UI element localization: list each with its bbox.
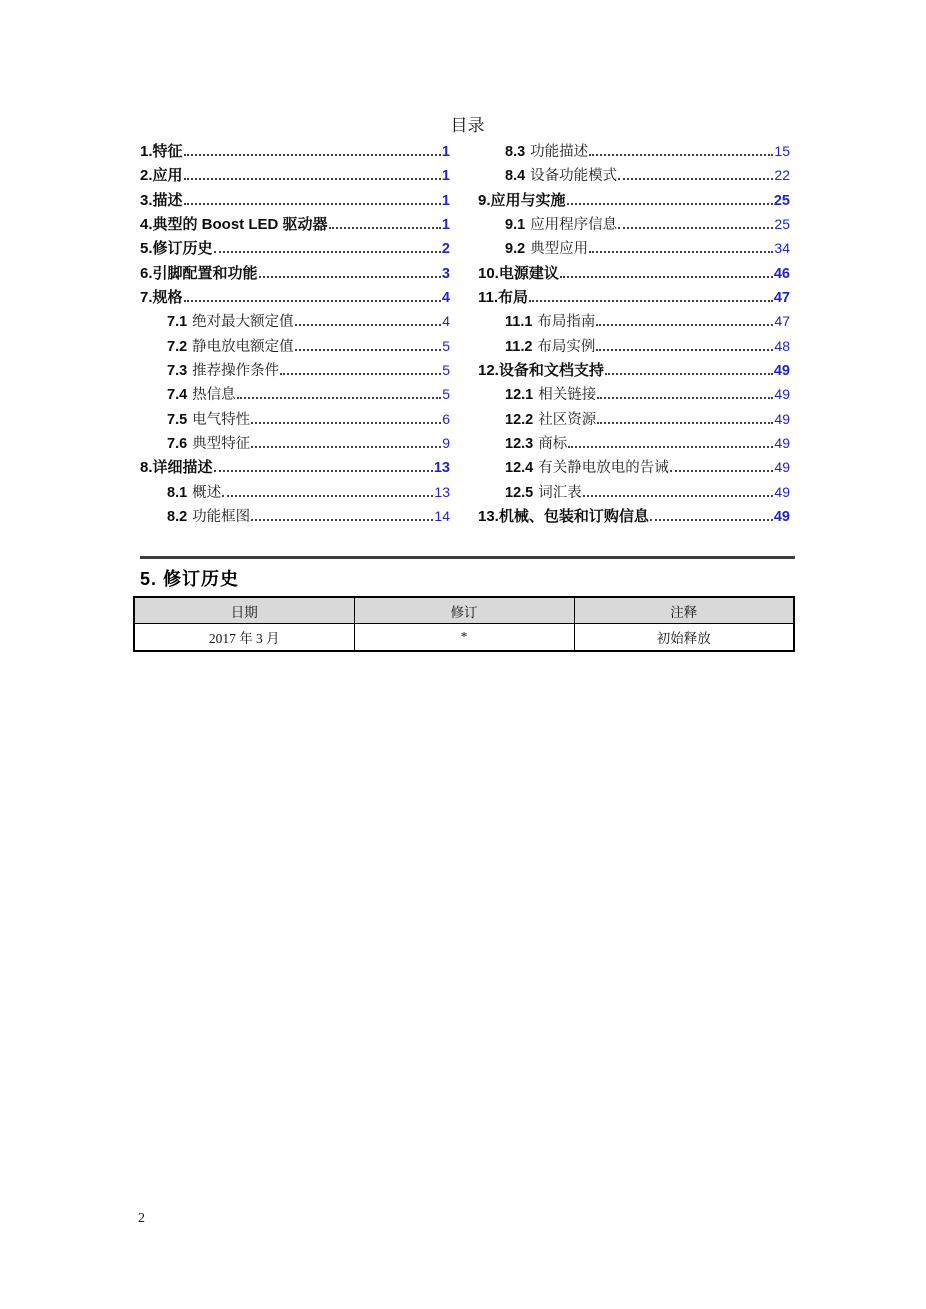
toc-entry-label: 应用与实施 xyxy=(490,191,566,209)
table-cell: 2017 年 3 月 xyxy=(134,624,354,652)
toc-leader-dots xyxy=(295,349,442,351)
toc-entry[interactable] xyxy=(478,456,790,480)
toc-entry-page: 13 xyxy=(434,483,450,500)
toc-entry[interactable] xyxy=(140,140,450,164)
toc-entry-number: 8. xyxy=(140,459,153,477)
toc-entry[interactable] xyxy=(478,359,790,383)
toc-entry[interactable] xyxy=(478,189,790,213)
toc-entry-page: 34 xyxy=(774,240,790,257)
toc-leader-dots xyxy=(560,276,773,278)
toc-entry-page: 49 xyxy=(774,386,790,403)
toc-entry-page: 47 xyxy=(773,290,790,307)
toc-entry-page: 48 xyxy=(774,337,790,354)
table-header-row xyxy=(134,597,794,624)
toc-entry-number: 9.2 xyxy=(505,241,526,258)
toc-entry[interactable] xyxy=(478,383,790,407)
toc-entry-label: 静电放电额定值 xyxy=(192,338,294,355)
revision-history-table xyxy=(133,596,795,652)
toc-entry[interactable] xyxy=(140,432,450,456)
table-header-cell: 修订 xyxy=(354,597,574,624)
toc-entry-number: 6. xyxy=(140,264,153,282)
toc-entry-label: 功能框图 xyxy=(192,509,251,526)
toc-entry-number: 8.3 xyxy=(505,144,526,160)
toc-entry-number: 12.4 xyxy=(505,460,534,477)
toc-leader-dots xyxy=(589,251,773,253)
toc-entry-label: 电源建议 xyxy=(498,264,559,282)
toc-entry-page: 1 xyxy=(441,217,450,234)
toc-leader-dots xyxy=(597,422,773,424)
toc-entry-label: 推荐操作条件 xyxy=(192,363,280,380)
toc-leader-dots xyxy=(605,373,773,375)
toc-entry-number: 8.1 xyxy=(167,484,188,501)
toc-entry-label: 描述 xyxy=(152,191,183,209)
toc-entry[interactable] xyxy=(478,408,790,432)
toc-leader-dots xyxy=(618,178,773,180)
toc-entry-page: 22 xyxy=(774,167,790,184)
toc-entry-label: 特征 xyxy=(152,143,183,160)
toc-leader-dots xyxy=(618,227,773,229)
toc-leader-dots xyxy=(583,495,774,497)
toc-entry[interactable] xyxy=(140,213,450,237)
toc-entry-page: 14 xyxy=(434,508,450,525)
toc-entry[interactable] xyxy=(140,456,450,480)
toc-entry-page: 2 xyxy=(441,241,450,258)
toc-entry-number: 7.2 xyxy=(167,338,188,355)
toc-entry-label: 社区资源 xyxy=(538,411,597,428)
toc-entry-page: 25 xyxy=(773,192,790,209)
revision-table-body xyxy=(134,624,794,652)
toc-entry-number: 7.3 xyxy=(167,363,188,380)
toc-entry-label: 设备和文档支持 xyxy=(498,362,604,380)
toc-leader-dots xyxy=(650,519,773,521)
toc-entry-page: 5 xyxy=(442,362,450,379)
toc-entry-number: 11.2 xyxy=(505,338,533,355)
toc-entry-number: 8.2 xyxy=(167,509,188,526)
toc-leader-dots xyxy=(184,300,441,302)
toc-entry-label: 功能描述 xyxy=(530,144,589,160)
toc-entry-label: 应用程序信息 xyxy=(530,217,618,234)
toc-entry-page: 15 xyxy=(774,143,790,159)
toc-entry[interactable] xyxy=(478,164,790,188)
toc-entry[interactable] xyxy=(140,164,450,188)
toc-entry-label: 概述 xyxy=(192,484,222,501)
toc-entry[interactable] xyxy=(478,213,790,237)
revision-history-heading: 5. 修订历史 xyxy=(140,569,240,589)
toc-column-left xyxy=(140,140,450,530)
toc-entry-number: 1. xyxy=(140,143,153,160)
toc-entry-page: 4 xyxy=(442,313,450,330)
toc-entry-number: 10. xyxy=(478,264,499,282)
toc-leader-dots xyxy=(251,446,441,448)
toc-leader-dots xyxy=(596,349,773,351)
toc-entry[interactable] xyxy=(478,262,790,286)
toc-entry-number: 12.5 xyxy=(505,484,534,501)
toc-entry[interactable] xyxy=(478,481,790,505)
toc-entry-page: 49 xyxy=(774,459,790,476)
toc-entry[interactable] xyxy=(140,408,450,432)
toc-leader-dots xyxy=(184,154,441,156)
toc-entry-label: 机械、包装和订购信息 xyxy=(498,508,649,526)
toc-entry-number: 7. xyxy=(140,289,153,307)
table-cell: * xyxy=(354,624,574,652)
toc-entry-label: 电气特性 xyxy=(192,411,251,428)
toc-entry-label: 详细描述 xyxy=(152,459,213,477)
toc-entry-number: 12.2 xyxy=(505,411,534,428)
toc-entry-number: 7.1 xyxy=(167,314,188,331)
toc-entry-page: 46 xyxy=(773,265,790,282)
toc-leader-dots xyxy=(568,446,773,448)
toc-entry[interactable] xyxy=(140,383,450,407)
toc-entry-label: 典型特征 xyxy=(192,436,251,453)
toc-entry-number: 8.4 xyxy=(505,168,526,185)
toc-entry-number: 9. xyxy=(478,191,491,209)
table-header-cell: 日期 xyxy=(134,597,354,624)
toc-leader-dots xyxy=(596,324,773,326)
toc-leader-dots xyxy=(280,373,441,375)
toc-entry-number: 4. xyxy=(140,216,153,234)
toc-entry[interactable] xyxy=(478,310,790,334)
toc-entry-page: 9 xyxy=(442,435,450,452)
toc-entry[interactable] xyxy=(478,286,790,310)
toc-entry-label: 布局指南 xyxy=(537,314,596,331)
toc-leader-dots xyxy=(295,324,442,326)
toc-entry-number: 7.4 xyxy=(167,387,188,404)
toc-entry[interactable] xyxy=(140,310,450,334)
toc-entry-page: 1 xyxy=(441,192,450,209)
toc-entry[interactable] xyxy=(140,189,450,213)
toc-leader-dots xyxy=(237,397,442,399)
toc-entry-page: 1 xyxy=(441,168,450,185)
table-of-contents xyxy=(140,140,790,530)
toc-entry-number: 7.5 xyxy=(167,411,188,428)
toc-entry-label: 规格 xyxy=(152,289,183,307)
toc-leader-dots xyxy=(184,203,441,205)
toc-entry-number: 12.1 xyxy=(505,387,534,404)
toc-entry-number: 12.3 xyxy=(505,436,534,453)
toc-entry-label: 相关链接 xyxy=(538,387,597,404)
toc-leader-dots xyxy=(589,154,773,156)
toc-leader-dots xyxy=(567,203,773,205)
toc-entry-page: 25 xyxy=(774,216,790,233)
revision-table-head xyxy=(134,597,794,624)
toc-leader-dots xyxy=(597,397,773,399)
toc-entry-page: 13 xyxy=(433,460,450,477)
toc-leader-dots xyxy=(259,276,441,278)
toc-leader-dots xyxy=(222,495,433,497)
toc-entry-number: 5. xyxy=(140,240,153,258)
page-number: 2 xyxy=(138,1211,145,1226)
toc-entry-page: 4 xyxy=(441,290,450,307)
toc-entry[interactable] xyxy=(478,237,790,261)
toc-entry-number: 3. xyxy=(140,191,153,209)
toc-entry[interactable] xyxy=(478,505,790,529)
toc-entry-label: 商标 xyxy=(538,436,568,453)
toc-entry-page: 49 xyxy=(774,435,790,452)
toc-entry[interactable] xyxy=(478,140,790,164)
toc-entry-number: 12. xyxy=(478,362,499,380)
toc-entry-label: 修订历史 xyxy=(152,240,213,258)
toc-title: 目录 xyxy=(450,116,485,135)
toc-column-right xyxy=(478,140,790,530)
toc-entry-label: 典型的 Boost LED 驱动器 xyxy=(152,216,328,234)
toc-entry[interactable] xyxy=(140,335,450,359)
toc-entry-number: 2. xyxy=(140,167,153,185)
toc-entry-page: 6 xyxy=(442,410,450,427)
toc-entry-label: 词汇表 xyxy=(538,484,582,501)
toc-entry[interactable] xyxy=(478,335,790,359)
toc-entry-label: 布局 xyxy=(498,289,529,307)
toc-leader-dots xyxy=(251,519,433,521)
toc-entry-number: 11. xyxy=(478,289,499,307)
toc-entry-label: 引脚配置和功能 xyxy=(152,264,258,282)
toc-entry-page: 49 xyxy=(773,363,790,380)
toc-entry[interactable] xyxy=(140,505,450,529)
toc-entry[interactable] xyxy=(478,432,790,456)
toc-entry-number: 11.1 xyxy=(505,314,533,331)
toc-entry-page: 3 xyxy=(441,265,450,282)
toc-entry-label: 典型应用 xyxy=(530,241,589,258)
toc-leader-dots xyxy=(214,251,441,253)
toc-entry-label: 绝对最大额定值 xyxy=(192,314,294,331)
toc-entry-page: 5 xyxy=(442,386,450,403)
toc-leader-dots xyxy=(529,300,773,302)
toc-leader-dots xyxy=(251,422,441,424)
toc-entry[interactable] xyxy=(140,286,450,310)
toc-entry-label: 设备功能模式 xyxy=(530,168,618,185)
toc-leader-dots xyxy=(329,227,441,229)
toc-entry-page: 49 xyxy=(774,410,790,427)
toc-leader-dots xyxy=(184,178,441,180)
toc-entry-label: 应用 xyxy=(152,167,183,185)
toc-entry-label: 热信息 xyxy=(192,387,236,404)
toc-entry-page: 5 xyxy=(442,337,450,354)
toc-entry-page: 1 xyxy=(441,144,450,160)
toc-entry[interactable] xyxy=(140,359,450,383)
toc-entry-number: 7.6 xyxy=(167,436,188,453)
toc-entry-number: 9.1 xyxy=(505,217,526,234)
table-row xyxy=(134,624,794,652)
toc-entry-page: 49 xyxy=(773,509,790,526)
toc-leader-dots xyxy=(670,470,774,472)
toc-entry-label: 有关静电放电的告诫 xyxy=(538,460,669,477)
toc-entry[interactable] xyxy=(140,262,450,286)
table-cell: 初始释放 xyxy=(574,624,794,652)
table-header-cell: 注释 xyxy=(574,597,794,624)
section-divider-rule xyxy=(140,556,795,559)
toc-leader-dots xyxy=(214,470,433,472)
toc-entry-page: 47 xyxy=(774,313,790,330)
toc-entry-number: 13. xyxy=(478,508,499,526)
toc-entry-label: 布局实例 xyxy=(537,338,596,355)
toc-entry[interactable] xyxy=(140,237,450,261)
toc-entry[interactable] xyxy=(140,481,450,505)
toc-entry-page: 49 xyxy=(774,483,790,500)
